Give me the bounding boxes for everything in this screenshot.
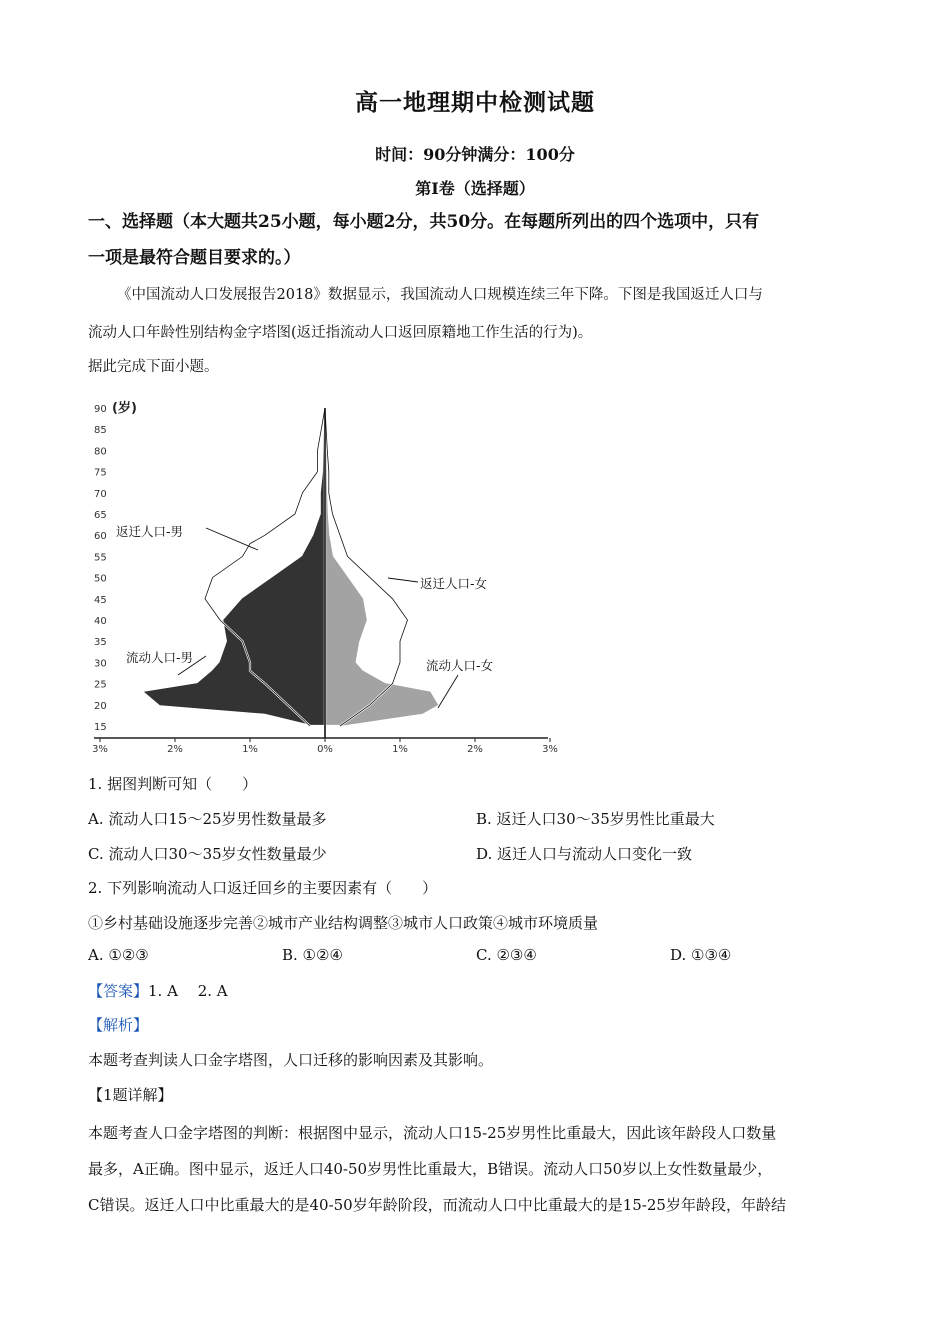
answer-label: 【答案】 (88, 982, 149, 1000)
y-tick-label: 80 (94, 446, 107, 458)
x-axis-ticks (92, 738, 558, 755)
y-tick-label: 90 (94, 404, 107, 415)
answer-line (88, 980, 228, 1001)
q1-option-b: B. 返迁人口30～35岁男性比重最大 (476, 810, 715, 828)
question-1: 1. 据图判断可知（ ） (88, 775, 258, 793)
pyramid-svg (88, 390, 558, 755)
q2-option-d: D. ①③④ (670, 946, 732, 964)
x-tick-label: 3% (92, 744, 108, 755)
y-tick-label: 40 (94, 616, 107, 627)
y-tick-label: 50 (94, 573, 107, 585)
detail-line1: 本题考查人口金字塔图的判断：根据图中显示，流动人口15-25岁男性比重最大，因此该年龄段人口数量 (88, 1124, 777, 1142)
analysis-text: 本题考查判读人口金字塔图，人口迁移的影响因素及其影响。 (88, 1051, 494, 1069)
question-2: 2. 下列影响流动人口返迁回乡的主要因素有（ ） (88, 879, 438, 897)
x-tick-label: 2% (167, 744, 183, 755)
y-tick-label: 45 (94, 594, 107, 606)
x-tick-label: 2% (467, 744, 483, 755)
q2-option-c: C. ②③④ (476, 946, 537, 964)
series-leader-line (438, 675, 458, 708)
y-tick-label: 20 (94, 700, 107, 712)
y-axis-label: (岁) (112, 401, 137, 416)
intro-line3: 据此完成下面小题。 (88, 359, 219, 375)
analysis-label: 【解析】 (88, 1016, 149, 1034)
q2-items: ①乡村基础设施逐步完善②城市产业结构调整③城市人口政策④城市环境质量 (88, 914, 599, 932)
series-leader-line (206, 528, 258, 550)
series-label: 流动人口-男 (126, 650, 194, 665)
y-tick-label: 85 (94, 425, 107, 437)
series-area-4 (325, 408, 438, 726)
detail-label: 【1题详解】 (88, 1086, 173, 1104)
q1-option-d: D. 返迁人口与流动人口变化一致 (476, 845, 693, 863)
x-tick-label: 1% (242, 744, 258, 755)
y-tick-label: 65 (94, 510, 107, 521)
series-label: 返迁人口-男 (116, 524, 184, 539)
chart-series (145, 408, 438, 738)
intro-line1: 《中国流动人口发展报告2018》数据显示，我国流动人口规模连续三年下降。下图是我国返迁人口与 (117, 287, 763, 303)
y-tick-label: 55 (94, 552, 107, 564)
y-tick-label: 25 (94, 679, 107, 691)
intro-line2: 流动人口年龄性别结构金字塔图(返迁指流动人口返回原籍地工作生活的行为)。 (88, 325, 593, 341)
series-area-3 (145, 408, 325, 726)
exam-time-info: 时间：90分钟满分：100分 (375, 145, 575, 164)
y-tick-label: 75 (94, 467, 107, 479)
q1-option-c: C. 流动人口30～35岁女性数量最少 (88, 845, 327, 863)
answer-value: 1. A 2. A (148, 982, 228, 1000)
y-axis-ticks (94, 404, 107, 733)
q2-option-a: A. ①②③ (88, 946, 149, 964)
x-tick-label: 1% (392, 744, 408, 755)
detail-line2: 最多，A正确。图中显示，返迁人口40-50岁男性比重最大，B错误。流动人口50岁以上女性数量最少， (88, 1160, 773, 1178)
y-tick-label: 15 (94, 722, 107, 733)
volume-heading: 第Ⅰ卷（选择题） (415, 179, 535, 198)
y-tick-label: 60 (94, 531, 107, 543)
page-title: 高一地理期中检测试题 (355, 89, 595, 116)
x-tick-label: 0% (317, 744, 333, 755)
y-tick-label: 70 (94, 488, 107, 500)
section-heading-line2: 一项是最符合题目要求的。） (88, 248, 301, 268)
q1-option-a: A. 流动人口15～25岁男性数量最多 (88, 810, 327, 828)
detail-line3: C错误。返迁人口中比重最大的是40-50岁年龄阶段，而流动人口中比重最大的是15-25岁年龄段，年龄结 (88, 1196, 786, 1214)
y-tick-label: 30 (94, 658, 107, 670)
series-label: 返迁人口-女 (420, 576, 488, 591)
y-tick-label: 35 (94, 637, 107, 649)
population-pyramid-chart (88, 390, 558, 755)
series-label: 流动人口-女 (426, 658, 494, 673)
q2-option-b: B. ①②④ (282, 946, 343, 964)
x-tick-label: 3% (542, 744, 558, 755)
section-heading-line1: 一、选择题（本大题共25小题，每小题2分，共50分。在每题所列出的四个选项中，只有 (88, 212, 760, 232)
series-leader-line (388, 578, 418, 582)
